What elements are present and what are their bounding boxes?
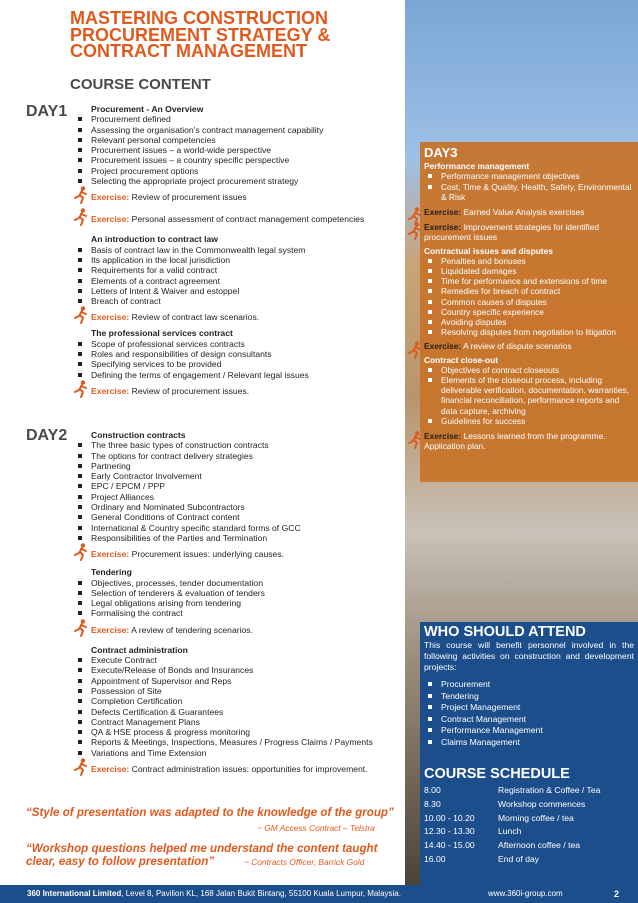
exercise-label: Exercise: (424, 222, 462, 233)
section-heading: Procurement - An Overview (91, 104, 204, 114)
runner-icon (408, 222, 422, 240)
day3-content (424, 145, 636, 453)
bullet-list (74, 440, 404, 543)
list-item: Common causes of disputes (424, 297, 636, 307)
testimonial-quote: “Style of presentation was adapted to the knowledge of the group” (26, 806, 394, 819)
list-item: Cost, Time & Quality, Health, Safety, Environmental & Risk (424, 182, 636, 202)
section-heading: Contractual issues and disputes (424, 245, 553, 256)
list-item: Relevant personal competencies (74, 135, 404, 145)
list-item: International & Country specific standard forms of GCC (74, 523, 404, 533)
list-item: Procurement defined (74, 114, 404, 124)
bullet-list (74, 245, 404, 307)
list-item: QA & HSE process & progress monitoring (74, 727, 404, 737)
list-item: Procurement issues – a country specific perspective (74, 155, 404, 165)
section-heading: Contract administration (91, 644, 188, 655)
bullet-list (74, 339, 404, 380)
website-link[interactable]: www.360i-group.com (488, 889, 563, 898)
runner-icon (74, 543, 88, 561)
list-item: Reports & Meetings, Inspections, Measures / Progress Claims / Payments (74, 737, 404, 747)
list-item: Its application in the local jurisdiction (74, 255, 404, 265)
bullet-list (424, 256, 636, 338)
section-heading: Construction contracts (91, 430, 186, 440)
exercise-text: Earned Value Analysis exercises (463, 207, 585, 218)
schedule-time: 14.40 - 15.00 (424, 840, 475, 851)
exercise-text: A review of dispute scenarios (463, 341, 572, 352)
exercise-text: Review of procurement issues. (131, 385, 250, 396)
exercise-row (74, 208, 404, 230)
exercise-label: Exercise: (424, 431, 462, 442)
day3-label: DAY3 (424, 145, 458, 160)
list-item: Appointment of Supervisor and Reps (74, 676, 404, 686)
list-item: Penalties and bonuses (424, 256, 636, 266)
list-item: Partnering (74, 461, 404, 471)
list-item: Ordinary and Nominated Subcontractors (74, 502, 404, 512)
runner-icon (74, 619, 88, 637)
exercise-text: Review of procurement issues (131, 192, 247, 203)
who-should-attend (424, 624, 634, 748)
schedule-heading: COURSE SCHEDULE (424, 766, 570, 782)
schedule-time: 8.00 (424, 785, 441, 795)
exercise-label: Exercise: (91, 192, 130, 203)
list-item: Elements of a contract agreement (74, 276, 404, 286)
list-item: Formalising the contract (74, 608, 404, 618)
exercise-label: Exercise: (91, 624, 130, 635)
section-heading: Performance management (424, 161, 530, 172)
course-content-heading: COURSE CONTENT (70, 76, 211, 93)
day1-label: DAY1 (26, 103, 68, 120)
schedule-time: 10.00 - 10.20 (424, 812, 475, 823)
section-heading: An introduction to contract law (91, 234, 218, 245)
exercise-text: Improvement strategies for identified procurement issues (424, 222, 600, 243)
list-item: Elements of the closeout process, including deliverable verification, documentation, warranties, financial reconciliation, performance reports and data capture, archiving (424, 375, 636, 416)
course-schedule (424, 766, 634, 867)
exercise-row (74, 186, 404, 208)
bullet-list (74, 114, 404, 186)
exercise-text: Procurement issues: underlying causes. (131, 549, 285, 560)
exercise-label: Exercise: (91, 312, 130, 323)
list-item: Project Management (424, 702, 634, 714)
exercise-label: Exercise: (424, 207, 462, 218)
exercise-row (424, 207, 636, 217)
exercise-label: Exercise: (91, 214, 130, 225)
exercise-row (424, 431, 636, 451)
list-item: Procurement (424, 679, 634, 691)
day1-content (74, 104, 404, 402)
bullet-list (74, 578, 404, 619)
schedule-event: Lunch (498, 826, 522, 837)
list-item: Liquidated damages (424, 266, 636, 276)
list-item: Execute Contract (74, 655, 404, 665)
list-item: Execute/Release of Bonds and Insurances (74, 665, 404, 675)
schedule-table (424, 784, 634, 867)
quote-line: clear, easy to follow presentation” (26, 855, 215, 868)
exercise-row (74, 758, 404, 778)
list-item: Tendering (424, 691, 634, 703)
schedule-event: Morning coffee / tea (498, 812, 574, 823)
list-item: Performance Management (424, 725, 634, 737)
day2-content (74, 430, 404, 778)
bullet-list (424, 365, 636, 426)
schedule-row (424, 812, 634, 826)
who-description: This course will benefit personnel involved in the following activities on construction and development projects: (424, 640, 634, 672)
list-item: Contract Management Plans (74, 717, 404, 727)
list-item: Requirements for a valid contract (74, 265, 404, 275)
schedule-event: Afternoon coffee / tea (498, 840, 581, 851)
list-item: Resolving disputes from negotiation to litigation (424, 327, 636, 337)
list-item: Guidelines for success (424, 416, 636, 426)
runner-icon (74, 380, 88, 398)
list-item: The options for contract delivery strategies (74, 451, 404, 461)
list-item: EPC / EPCM / PPP (74, 481, 404, 491)
who-heading: WHO SHOULD ATTEND (424, 624, 586, 640)
list-item: Avoiding disputes (424, 317, 636, 327)
list-item: Specifying services to be provided (74, 359, 404, 369)
schedule-event: Workshop commences (498, 798, 586, 809)
bullet-list (74, 655, 404, 758)
schedule-row (424, 784, 634, 798)
exercise-label: Exercise: (424, 341, 462, 352)
list-item: Objectives, processes, tender documentation (74, 578, 404, 588)
page-number: 2 (614, 889, 620, 899)
schedule-row (424, 798, 634, 812)
schedule-row (424, 839, 634, 853)
title-line: CONTRACT MANAGEMENT (70, 41, 307, 61)
list-item: Procurement issues – a world-wide perspective (74, 145, 404, 155)
exercise-label: Exercise: (91, 764, 130, 775)
list-item: Variations and Time Extension (74, 748, 404, 758)
exercise-text: Review of contract law scenarios. (131, 312, 260, 323)
schedule-time: 8.30 (424, 798, 441, 809)
section-heading: Contract close-out (424, 354, 498, 365)
list-item: Responsibilities of the Parties and Termination (74, 533, 404, 543)
schedule-row (424, 825, 634, 839)
list-item: Roles and responsibilities of design consultants (74, 349, 404, 359)
list-item: The three basic types of construction contracts (74, 440, 404, 450)
title-line: PROCUREMENT STRATEGY & (70, 24, 331, 45)
title-line: MASTERING CONSTRUCTION (70, 8, 328, 28)
footer-address (27, 885, 401, 903)
list-item: Breach of contract (74, 296, 404, 306)
schedule-event: End of day (498, 853, 540, 864)
runner-icon (74, 208, 88, 226)
list-item: Legal obligations arising from tendering (74, 598, 404, 608)
exercise-row (74, 619, 404, 641)
list-item: Early Contractor Involvement (74, 471, 404, 481)
list-item: Objectives of contract closeouts (424, 365, 636, 375)
list-item: Selection of tenderers & evaluation of tenders (74, 588, 404, 598)
testimonial-author: ~ GM Access Contract – Telstra (257, 823, 375, 833)
schedule-time: 12.30 - 13.30 (424, 826, 475, 837)
exercise-label: Exercise: (91, 385, 130, 396)
list-item: Assessing the organisation's contract management capability (74, 125, 404, 135)
exercise-row (424, 222, 636, 242)
list-item: Scope of professional services contracts (74, 339, 404, 349)
section-heading: Tendering (91, 567, 132, 578)
bullet-list (424, 679, 634, 748)
exercise-label: Exercise: (91, 549, 130, 560)
company-name: 360 International Limited (27, 889, 122, 898)
runner-icon (74, 758, 88, 776)
list-item: Completion Certification (74, 696, 404, 706)
section-heading: The professional services contract (91, 328, 233, 339)
exercise-text: Lessons learned from the programme. Application plan. (424, 431, 606, 452)
list-item: Claims Management (424, 737, 634, 749)
list-item: Project Alliances (74, 492, 404, 502)
exercise-row (74, 543, 404, 565)
exercise-text: A review of tendering scenarios. (131, 624, 253, 635)
list-item: Selecting the appropriate project procurement strategy (74, 176, 404, 186)
runner-icon (408, 431, 422, 449)
exercise-row (74, 380, 404, 402)
schedule-time: 16.00 (424, 853, 446, 864)
exercise-text: Contract administration issues: opportunities for improvement. (131, 764, 368, 775)
bullet-list (424, 171, 636, 202)
page-footer (0, 885, 638, 903)
runner-icon (408, 341, 422, 359)
list-item: Time for performance and extensions of time (424, 276, 636, 286)
testimonial-author: ~ Contracts Officer, Barrick Gold (244, 857, 365, 867)
address-text: , Level 8, Pavilion KL, 168 Jalan Bukit Bintang, 55100 Kuala Lumpur, Malaysia. (121, 889, 401, 898)
runner-icon (74, 186, 88, 204)
exercise-row (74, 306, 404, 328)
quote-line: “Workshop questions helped me understand the content taught (26, 842, 378, 855)
list-item: Country specific experience (424, 307, 636, 317)
schedule-event: Registration & Coffee / Tea (498, 785, 601, 795)
list-item: Contract Management (424, 714, 634, 726)
list-item: Possession of Site (74, 686, 404, 696)
list-item: Defining the terms of engagement / Relevant legal issues (74, 370, 404, 380)
list-item: Remedies for breach of contract (424, 286, 636, 296)
runner-icon (74, 306, 88, 324)
list-item: Project procurement options (74, 166, 404, 176)
list-item: Defects Certification & Guarantees (74, 707, 404, 717)
schedule-row (424, 853, 634, 867)
list-item: Letters of Intent & Waiver and estoppel (74, 286, 404, 296)
list-item: General Conditions of Contract content (74, 512, 404, 522)
exercise-row (424, 341, 636, 351)
day2-label: DAY2 (26, 427, 68, 444)
list-item: Basis of contract law in the Commonwealth legal system (74, 245, 404, 255)
exercise-text: Personal assessment of contract management competencies (131, 214, 365, 225)
list-item: Performance management objectives (424, 171, 636, 181)
course-title (70, 10, 400, 60)
